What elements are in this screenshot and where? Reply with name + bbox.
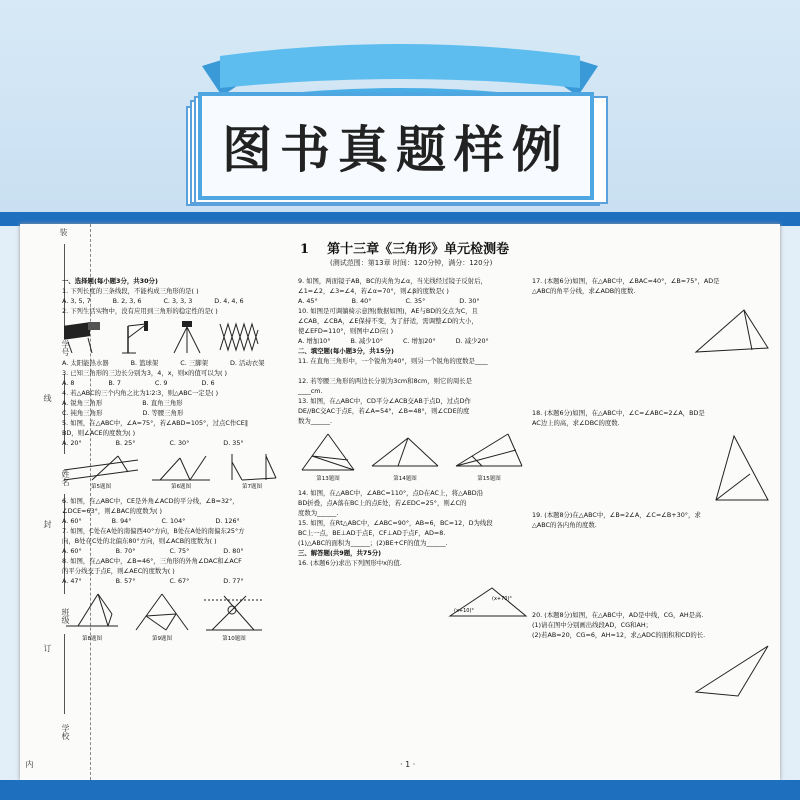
figure-18 [712, 434, 772, 504]
option: A. 太阳能热水器 [62, 359, 109, 367]
option: C. 钝角三角形 [62, 409, 103, 417]
question-16: 16. (本题6分)求出下列图形中x的值. [298, 559, 402, 567]
option: B. 2, 3, 6 [112, 297, 142, 305]
figure-15 [452, 430, 526, 484]
option: A. 60° [62, 547, 82, 555]
angle-label: (x+70)° [492, 596, 512, 602]
question-19: 19. (本题8分)在△ABC中，∠B=2∠A，∠C=∠B+30°，求 [532, 511, 701, 519]
question-13-cont: DE//BC交AC于点E，若∠A=54°，∠B=48°，则∠CDE的度 [298, 407, 470, 415]
q8-options [62, 576, 292, 586]
option: D. 4, 4, 6 [214, 297, 244, 305]
binding-mark: 装 [59, 228, 68, 236]
option: B. 70° [115, 547, 136, 555]
question-11: 11. 在直角三角形中，一个锐角为40°，则另一个锐角的度数是____ [298, 357, 488, 365]
question-17: 17. (本题6分)如图，在△ABC中，∠BAC=40°，∠B=75°，AD是 [532, 277, 720, 285]
binding-mark: 封 [43, 520, 52, 528]
school-label: 学校 [61, 724, 70, 740]
option: D. 80° [223, 547, 244, 555]
name-label: 姓名 [61, 470, 70, 486]
option: A. 45° [298, 297, 318, 305]
figure-20 [692, 642, 772, 698]
q4-options [62, 398, 292, 408]
bottom-stripe [0, 780, 800, 800]
figure-caption: 第9题图 [152, 636, 172, 642]
question-8: 8. 如图，在△ABC中，∠B=46°，三角形的外角∠DAC和∠ACF [62, 557, 242, 565]
banner-title: 图书真题样例 [222, 120, 570, 179]
figure-16 [448, 586, 528, 620]
figure-17 [692, 308, 772, 358]
option: C. 3, 3, 3 [163, 297, 193, 305]
banner-frame [198, 92, 594, 200]
question-12: 12. 若等腰三角形的两边长分别为3cm和8cm，则它的周长是 [298, 377, 473, 385]
question-3: 3. 已知三角形的三边长分别为3，4，x，则x的值可以为( ) [62, 369, 228, 377]
option: C. 增加20° [403, 337, 436, 345]
question-18: 18. (本题6分)如图，在△ABC中，∠C=∠ABC=2∠A，BD是 [532, 409, 705, 417]
option: B. 94° [111, 517, 132, 525]
question-8-cont: 的平分线交于点E，则∠AEC的度数为( ) [62, 567, 175, 575]
figure-caption: 第13题图 [316, 476, 340, 482]
option: A. 增加10° [298, 337, 331, 345]
folding-rack-image [218, 320, 260, 354]
q2-options [62, 358, 292, 368]
question-1: 1. 下列长度的三条线段，不能构成三角形的是( ) [62, 287, 199, 295]
option: B. 直角三角形 [142, 399, 183, 407]
option: D. 减少20° [455, 337, 489, 345]
question-20-cont: (2)若AB=20，CG=6，AH=12，求△ADC的面积和CD的长. [532, 631, 706, 639]
figure-caption: 第10题图 [222, 636, 246, 642]
page-number: · 1 · [400, 760, 416, 769]
option: D. 35° [223, 439, 244, 447]
option: A. 3, 5, 7 [62, 297, 91, 305]
section-heading: 三、解答题(共9题，共75分) [298, 549, 382, 557]
option: D. 77° [223, 577, 244, 585]
question-10: 10. 如图是可调躺椅示意图(数据如图)，AE与BD的交点为C，且 [298, 307, 478, 315]
question-20-cont: (1)请在图中分别画出线段AD，CG和AH； [532, 621, 653, 629]
q3-options [62, 378, 292, 388]
question-2: 2. 下列生活实物中，没有应用到三角形的稳定性的是( ) [62, 307, 218, 315]
option: A. 8 [62, 379, 75, 387]
option: C. 35° [405, 297, 426, 305]
student-no-label: 学号 [61, 340, 70, 356]
option: D. 等腰三角形 [142, 409, 184, 417]
option: B. 篮球架 [130, 359, 159, 367]
q10-options [298, 336, 528, 346]
question-5: 5. 如图，在△ABC中，∠A=75°，若∠ABD=105°，过点C作CE∥ [62, 419, 248, 427]
question-9: 9. 如图，两面镜子AB，BC的夹角为∠α，当光线经过镜子反射后， [298, 277, 487, 285]
option: D. 30° [459, 297, 480, 305]
binding-mark: 订 [43, 644, 52, 652]
option: C. 67° [169, 577, 190, 585]
question-9-cont: ∠1=∠2，∠3=∠4，若∠α=70°，则∠β的度数是( ) [298, 287, 449, 295]
column-3 [532, 276, 772, 698]
angle-label: (x+10)° [454, 608, 474, 614]
question-19-cont: △ABC的各内角的度数. [532, 521, 597, 529]
option: A. 20° [62, 439, 82, 447]
question-7: 7. 如图，C处在A处的南偏西40°方向，B处在A处的南偏东25°方 [62, 527, 245, 535]
tripod-image [166, 320, 208, 354]
option: D. 活动衣架 [230, 359, 265, 367]
q4-options [62, 408, 292, 418]
figure-caption: 第7题图 [242, 484, 262, 490]
figures-5-7 [62, 452, 292, 492]
column-1 [62, 276, 292, 648]
option: C. 9 [154, 379, 168, 387]
figure-caption: 第6题图 [171, 484, 191, 490]
question-13: 13. 如图，在△ABC中，CD平分∠ACB交AB于点D，过点D作 [298, 397, 471, 405]
binding-mark: 内 [25, 760, 34, 768]
q9-options [298, 296, 528, 306]
class-label: 班级 [61, 608, 70, 624]
q5-options [62, 438, 292, 448]
option: A. 60° [62, 517, 82, 525]
q1-options [62, 296, 292, 306]
exam-title-text: 第十三章《三角形》单元检测卷 [327, 242, 510, 257]
exam-number: 1 [300, 242, 310, 257]
figure-8 [62, 590, 122, 644]
q7-options [62, 546, 292, 556]
question-14-cont: 度数为______. [298, 509, 339, 517]
option: B. 7 [108, 379, 121, 387]
exam-title [300, 238, 509, 257]
q2-images [62, 320, 292, 354]
figures-13-15 [298, 430, 528, 484]
option: A. 锐角三角形 [62, 399, 103, 407]
option: B. 40° [351, 297, 372, 305]
figure-6 [150, 452, 212, 492]
option: D. 126° [215, 517, 240, 525]
question-15-cont: BC上一点，BE⊥AD于点E，CF⊥AD于点F，AD=8. [298, 529, 446, 537]
figure-5 [62, 452, 140, 492]
figure-caption: 第15题图 [477, 476, 501, 482]
solar-heater-image [62, 320, 104, 354]
option: B. 57° [115, 577, 136, 585]
section-heading: 二、填空题(每小题3分，共15分) [298, 347, 394, 355]
option: C. 30° [169, 439, 190, 447]
question-17-cont: △ABC的角平分线，求∠ADB的度数. [532, 287, 636, 295]
question-15: 15. 如图，在Rt△ABC中，∠ABC=90°，AB=6，BC=12，D为线段 [298, 519, 493, 527]
question-14: 14. 如图，在△ABC中，∠ABC=110°，点D在AC上，将△ABD沿 [298, 489, 484, 497]
option: C. 104° [161, 517, 186, 525]
exam-sheet [20, 224, 780, 780]
figure-10 [202, 590, 266, 644]
basketball-stand-image [114, 320, 156, 354]
q6-options [62, 516, 292, 526]
binding-mark: 线 [43, 394, 52, 402]
question-10-cont: 使∠EFD=110°，则图中∠D应( ) [298, 327, 394, 335]
option: B. 减少10° [350, 337, 383, 345]
option: A. 47° [62, 577, 82, 585]
question-6-cont: ∠DCE=63°，则∠BAC的度数为( ) [62, 507, 163, 515]
figure-caption: 第8题图 [82, 636, 102, 642]
option: B. 25° [115, 439, 136, 447]
question-4: 4. 若△ABC的三个内角之比为1∶2∶3，则△ABC一定是( ) [62, 389, 219, 397]
figure-9 [132, 590, 192, 644]
question-5-cont: BD，则∠ACE的度数为( ) [62, 429, 136, 437]
question-7-cont: 向，B处在C处的北偏东80°方向，则∠ACB的度数为( ) [62, 537, 217, 545]
exam-subtitle: (测试范围：第13章 时间：120分钟，满分：120分) [330, 259, 493, 267]
option: D. 6 [201, 379, 215, 387]
option: C. 三脚架 [180, 359, 208, 367]
column-2 [298, 276, 528, 620]
question-20: 20. (本题8分)如图，在△ABC中，AD是中线，CG，AH是高. [532, 611, 704, 619]
figure-14 [368, 430, 442, 484]
question-15-cont: (1)△ABC的面积为______；(2)BE+CF的值为______. [298, 539, 448, 547]
figure-caption: 第14题图 [393, 476, 417, 482]
figures-8-10 [62, 590, 292, 644]
figure-caption: 第5题图 [91, 484, 111, 490]
question-14-cont: BD折叠，点A落在BC上的点E处，若∠EDC=25°，则∠C的 [298, 499, 467, 507]
question-12-cont: ____cm. [298, 387, 323, 395]
option: C. 75° [169, 547, 190, 555]
section-heading: 一、选择题(每小题3分，共30分) [62, 277, 158, 285]
figure-13 [298, 430, 358, 484]
figure-7 [222, 452, 282, 492]
question-10-cont: ∠CAB，∠CBA，∠E保持不变，为了舒适，需调整∠D的大小， [298, 317, 478, 325]
question-6: 6. 如图，在△ABC中，CE是外角∠ACD的平分线，∠B=32°， [62, 497, 239, 505]
question-18-cont: AC边上的高，求∠DBC的度数. [532, 419, 620, 427]
question-13-cont: 数为______. [298, 417, 332, 425]
